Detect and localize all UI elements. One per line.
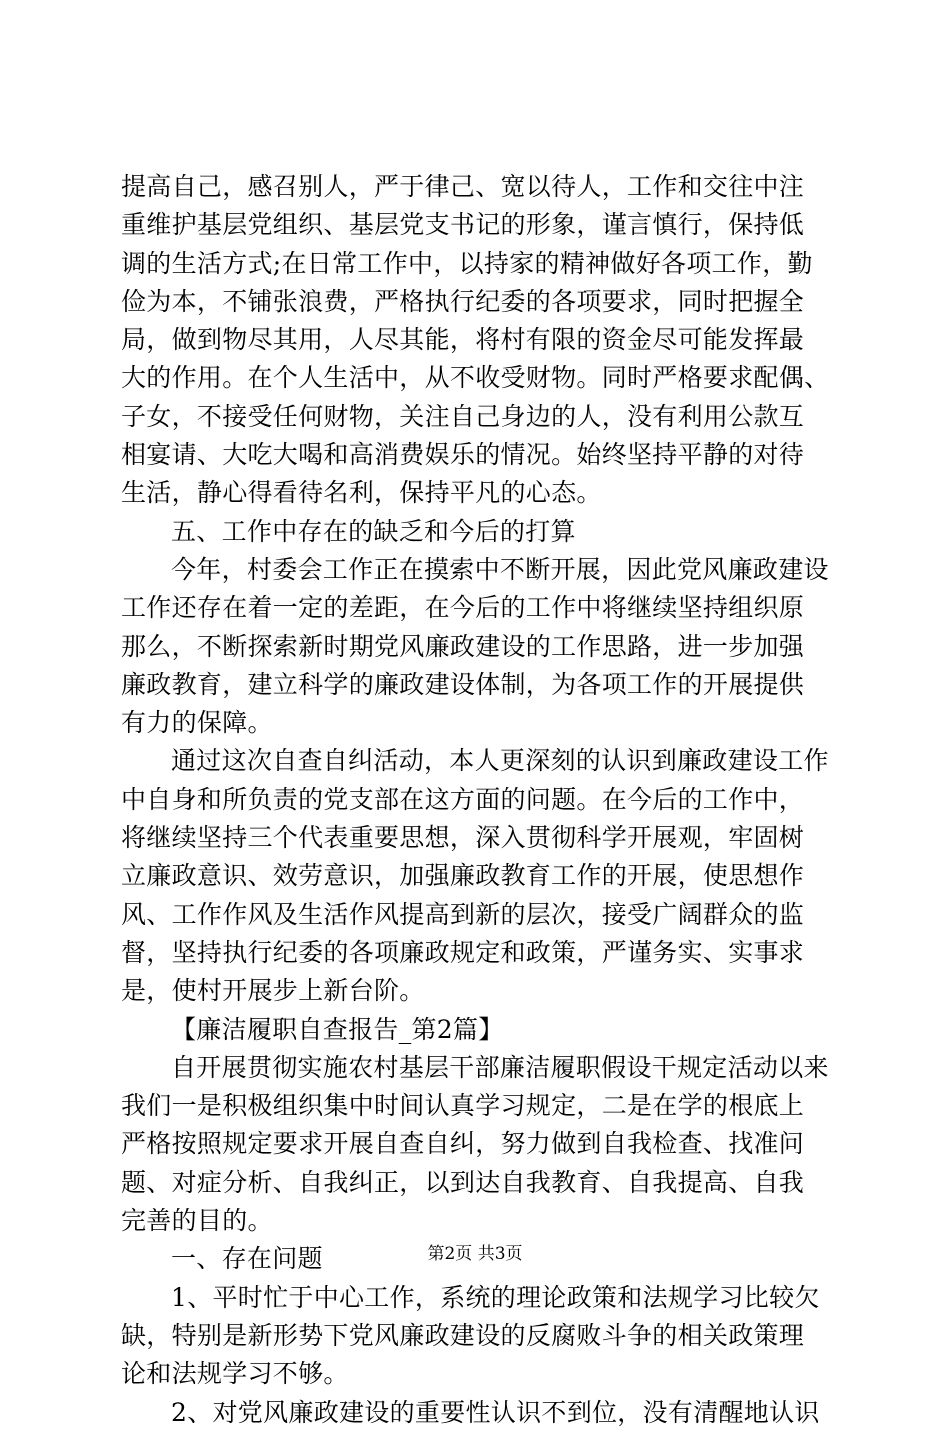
text-line: 将继续坚持三个代表重要思想，深入贯彻科学开展观，牢固树 (121, 823, 805, 853)
article-heading: 【廉洁履职自查报告_第2篇】 (171, 1014, 504, 1044)
text-line: 子女，不接受任何财物，关注自己身边的人，没有利用公款互 (121, 401, 805, 431)
text-line: 中自身和所负责的党支部在这方面的问题。在今后的工作中， (121, 784, 805, 814)
text-line: 重维护基层党组织、基层党支书记的形象，谨言慎行，保持低 (121, 210, 805, 240)
text-line: 局，做到物尽其用，人尽其能，将村有限的资金尽可能发挥最 (121, 325, 805, 355)
text-line: 有力的保障。 (121, 708, 273, 738)
text-line: 调的生活方式;在日常工作中，以持家的精神做好各项工作，勤 (121, 248, 813, 278)
text-line: 完善的目的。 (121, 1206, 273, 1236)
text-line: 自开展贯彻实施农村基层干部廉洁履职假设干规定活动以来 (171, 1052, 829, 1082)
text-line: 风、工作作风及生活作风提高到新的层次，接受广阔群众的监 (121, 899, 805, 929)
text-line: 立廉政意识、效劳意识，加强廉政教育工作的开展，使思想作 (121, 861, 805, 891)
text-line: 相宴请、大吃大喝和高消费娱乐的情况。始终坚持平静的对待 (121, 440, 805, 470)
text-line: 题、对症分析、自我纠正，以到达自我教育、自我提高、自我 (121, 1167, 805, 1197)
section-heading: 一、存在问题 (171, 1244, 323, 1274)
text-line: 提高自己，感召别人，严于律己、宽以待人，工作和交往中注 (121, 172, 805, 201)
text-line: 大的作用。在个人生活中，从不收受财物。同时严格要求配偶、 (121, 363, 830, 393)
text-line: 缺，特别是新形势下党风廉政建设的反腐败斗争的相关政策理 (121, 1320, 805, 1350)
text-line: 1、平时忙于中心工作，系统的理论政策和法规学习比较欠 (171, 1282, 820, 1312)
text-line: 我们一是积极组织集中时间认真学习规定，二是在学的根底上 (121, 1091, 805, 1121)
text-line: 严格按照规定要求开展自查自纠，努力做到自我检查、找准问 (121, 1129, 805, 1159)
text-line: 生活，静心得看待名利，保持平凡的心态。 (121, 478, 602, 508)
text-line: 工作还存在着一定的差距，在今后的工作中将继续坚持组织原 (121, 593, 805, 623)
text-line: 论和法规学习不够。 (121, 1359, 349, 1389)
text-line: 廉政教育，建立科学的廉政建设体制，为各项工作的开展提供 (121, 669, 805, 699)
text-line: 俭为本，不铺张浪费，严格执行纪委的各项要求，同时把握全 (121, 286, 805, 316)
text-line: 是，使村开展步上新台阶。 (121, 976, 425, 1006)
page-footer: 第2页 共3页 (427, 1244, 523, 1264)
section-heading: 五、工作中存在的缺乏和今后的打算 (171, 516, 576, 546)
text-line: 今年，村委会工作正在摸索中不断开展，因此党风廉政建设 (171, 554, 829, 584)
text-line: 那么，不断探索新时期党风廉政建设的工作思路，进一步加强 (121, 631, 805, 661)
text-line: 2、对党风廉政建设的重要性认识不到位，没有清醒地认识 (171, 1397, 820, 1427)
text-line: 督，坚持执行纪委的各项廉政规定和政策，严谨务实、实事求 (121, 937, 805, 967)
text-line: 通过这次自查自纠活动，本人更深刻的认识到廉政建设工作 (171, 746, 829, 776)
